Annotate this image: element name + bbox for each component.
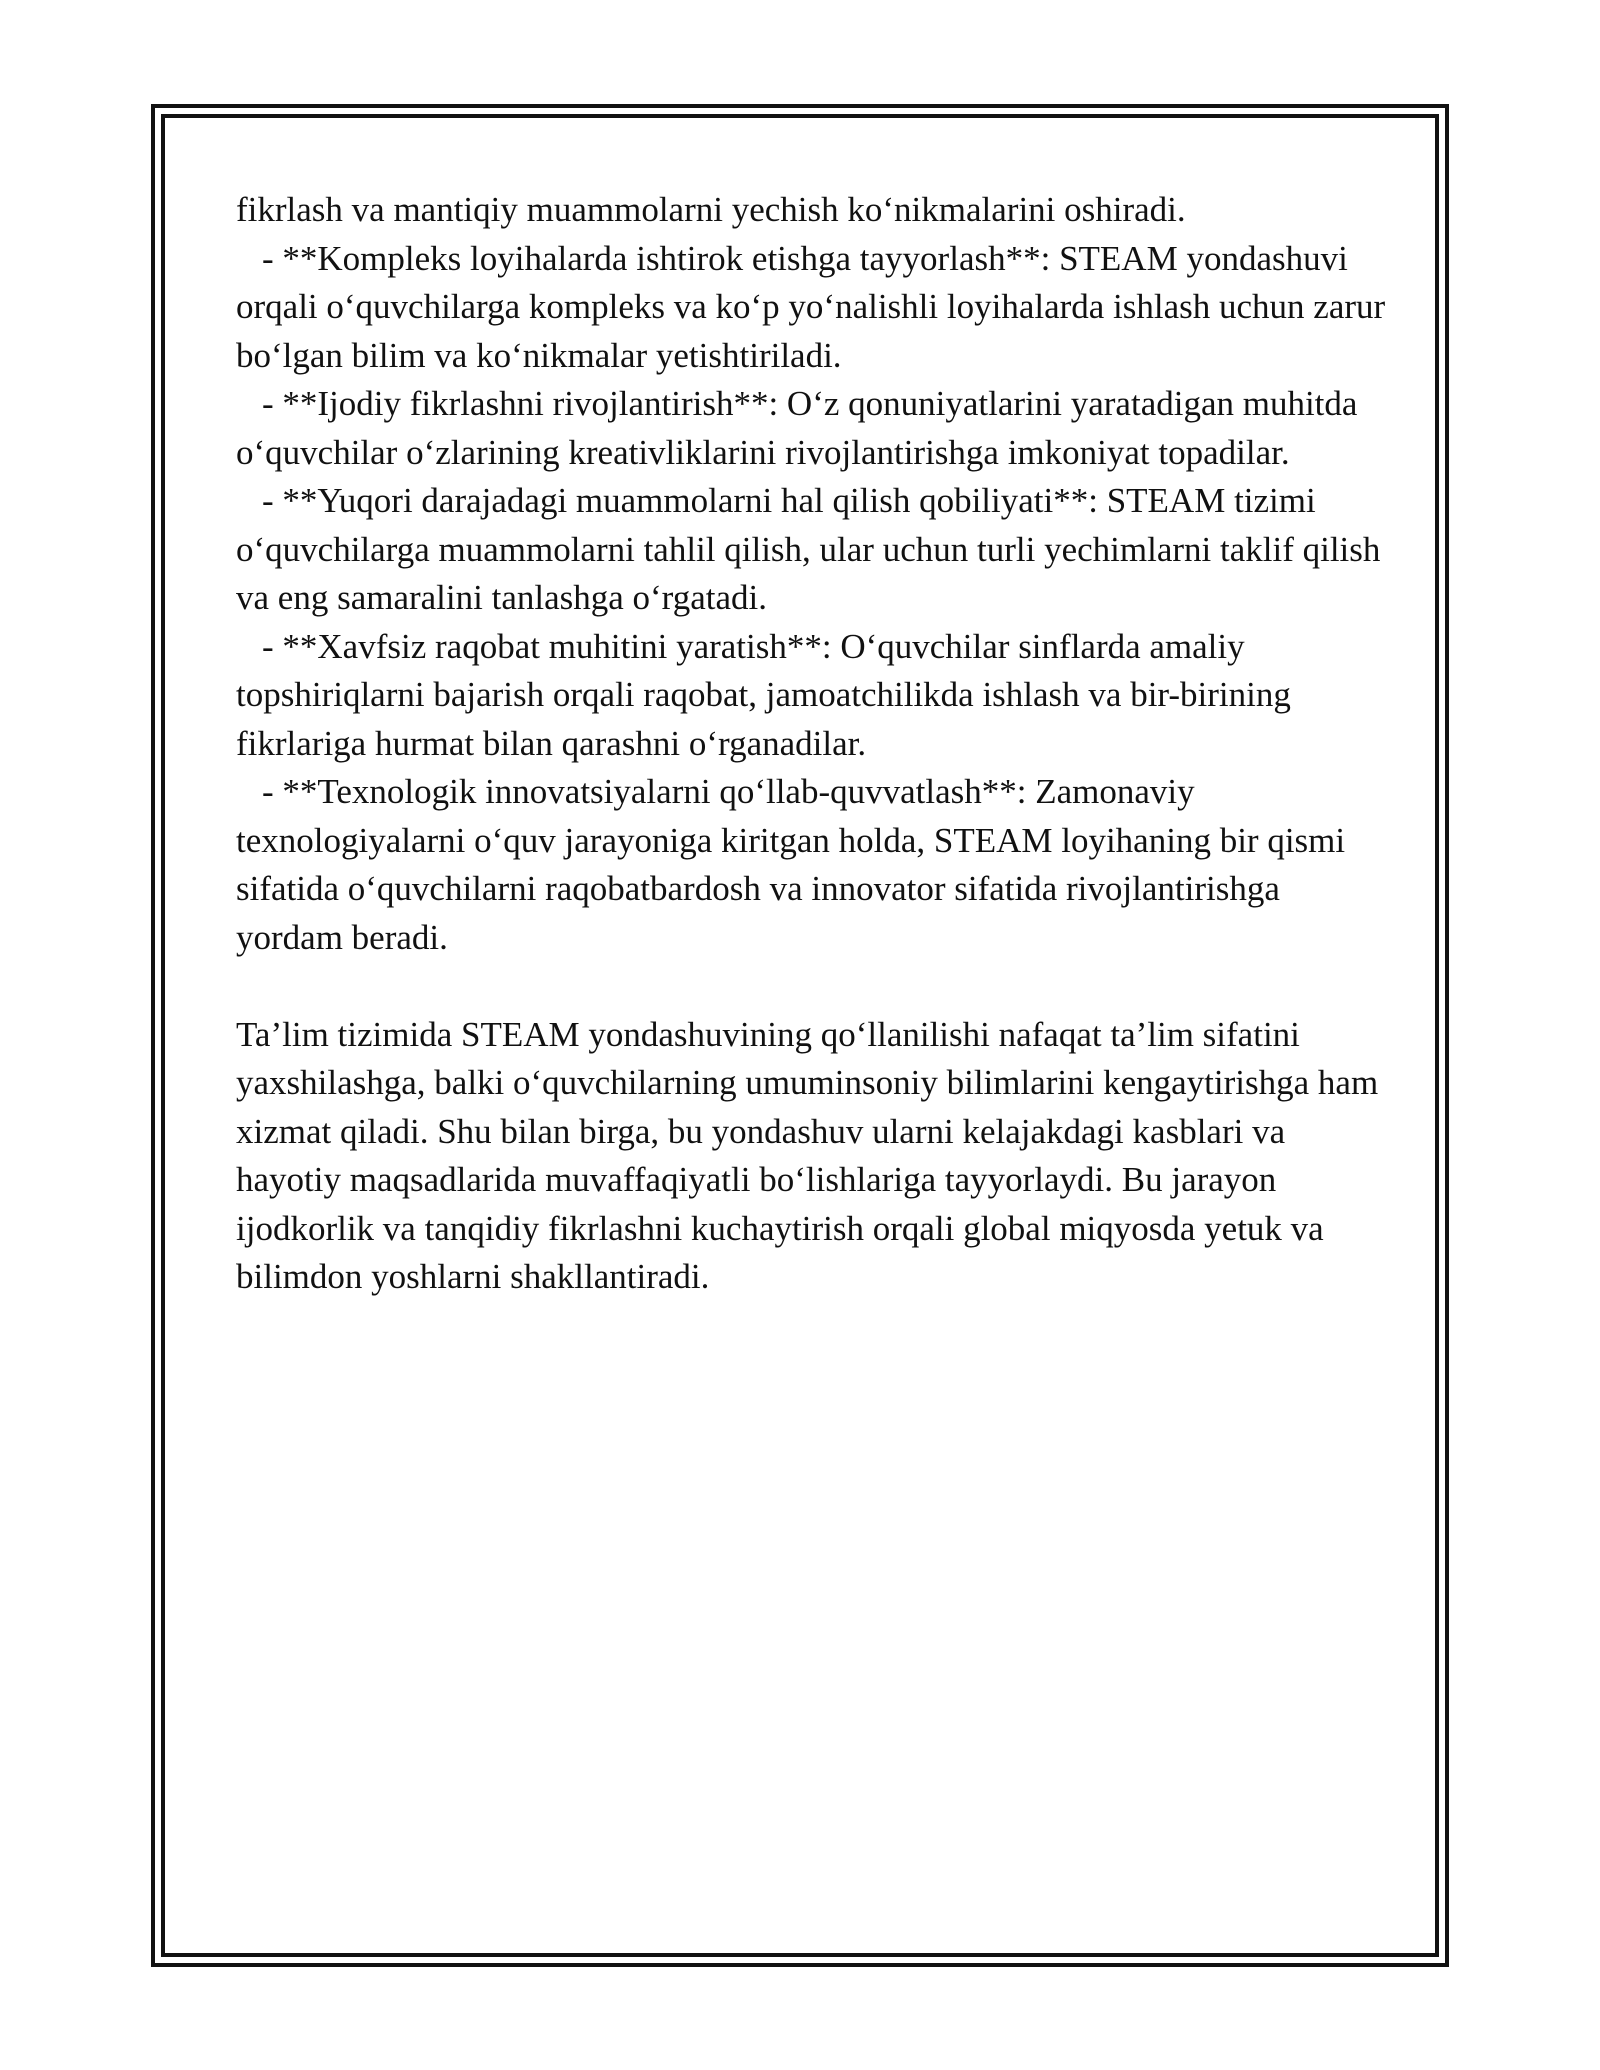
list-item: - **Xavfsiz raqobat muhitini yaratish**: Oʻquvchilar sinflarda amaliy topshiriqlarni bajarish orqali raqobat, jamoatchilikda ishlash va bir-birining fikrlariga hurmat bilan qarashni oʻrganadilar. bbox=[236, 626, 1300, 763]
lead-paragraph: fikrlash va mantiqiy muammolarni yechish koʻnikmalarini oshiradi. bbox=[236, 190, 1186, 229]
document-body bbox=[236, 186, 1394, 1302]
closing-paragraph: Ta’lim tizimida STEAM yondashuvining qoʻllanilishi nafaqat ta’lim sifatini yaxshilashga, balki oʻquvchilarning umuminsoniy bilimlarini kengaytirishga ham xizmat qiladi. Shu bilan birga, bu yondashuv ularni kelajakdagi kasblari va hayotiy maqsadlarida muvaffaqiyatli boʻlishlariga tayyorlaydi. Bu jarayon ijodkorlik va tanqidiy fikrlashni kuchaytirish orqali global miqyosda yetuk va bilimdon yoshlarni shakllantiradi. bbox=[236, 1014, 1387, 1296]
list-item: - **Kompleks loyihalarda ishtirok etishga tayyorlash**: STEAM yondashuvi orqali oʻquvchilarga kompleks va koʻp yoʻnalishli loyihalarda ishlash uchun zarur boʻlgan bilim va koʻnikmalar yetishtiriladi. bbox=[236, 238, 1394, 375]
list-item: - **Yuqori darajadagi muammolarni hal qilish qobiliyati**: STEAM tizimi oʻquvchilarga muammolarni tahlil qilish, ular uchun turli yechimlarni taklif qilish va eng samaralini tanlashga oʻrgatadi. bbox=[236, 481, 1390, 617]
paragraph-spacer bbox=[236, 962, 1386, 1011]
list-item: - **Ijodiy fikrlashni rivojlantirish**: Oʻz qonuniyatlarini yaratadigan muhitda oʻquvchilar oʻzlarining kreativliklarini rivojlantirishga imkoniyat topadilar. bbox=[236, 384, 1367, 472]
list-item: - **Texnologik innovatsiyalarni qoʻllab-quvvatlash**: Zamonaviy texnologiyalarni oʻquv jarayoniga kiritgan holda, STEAM loyihaning bir qismi sifatida oʻquvchilarni raqobatbardosh va innovator sifatida rivojlantirishga yordam beradi. bbox=[236, 772, 1354, 957]
